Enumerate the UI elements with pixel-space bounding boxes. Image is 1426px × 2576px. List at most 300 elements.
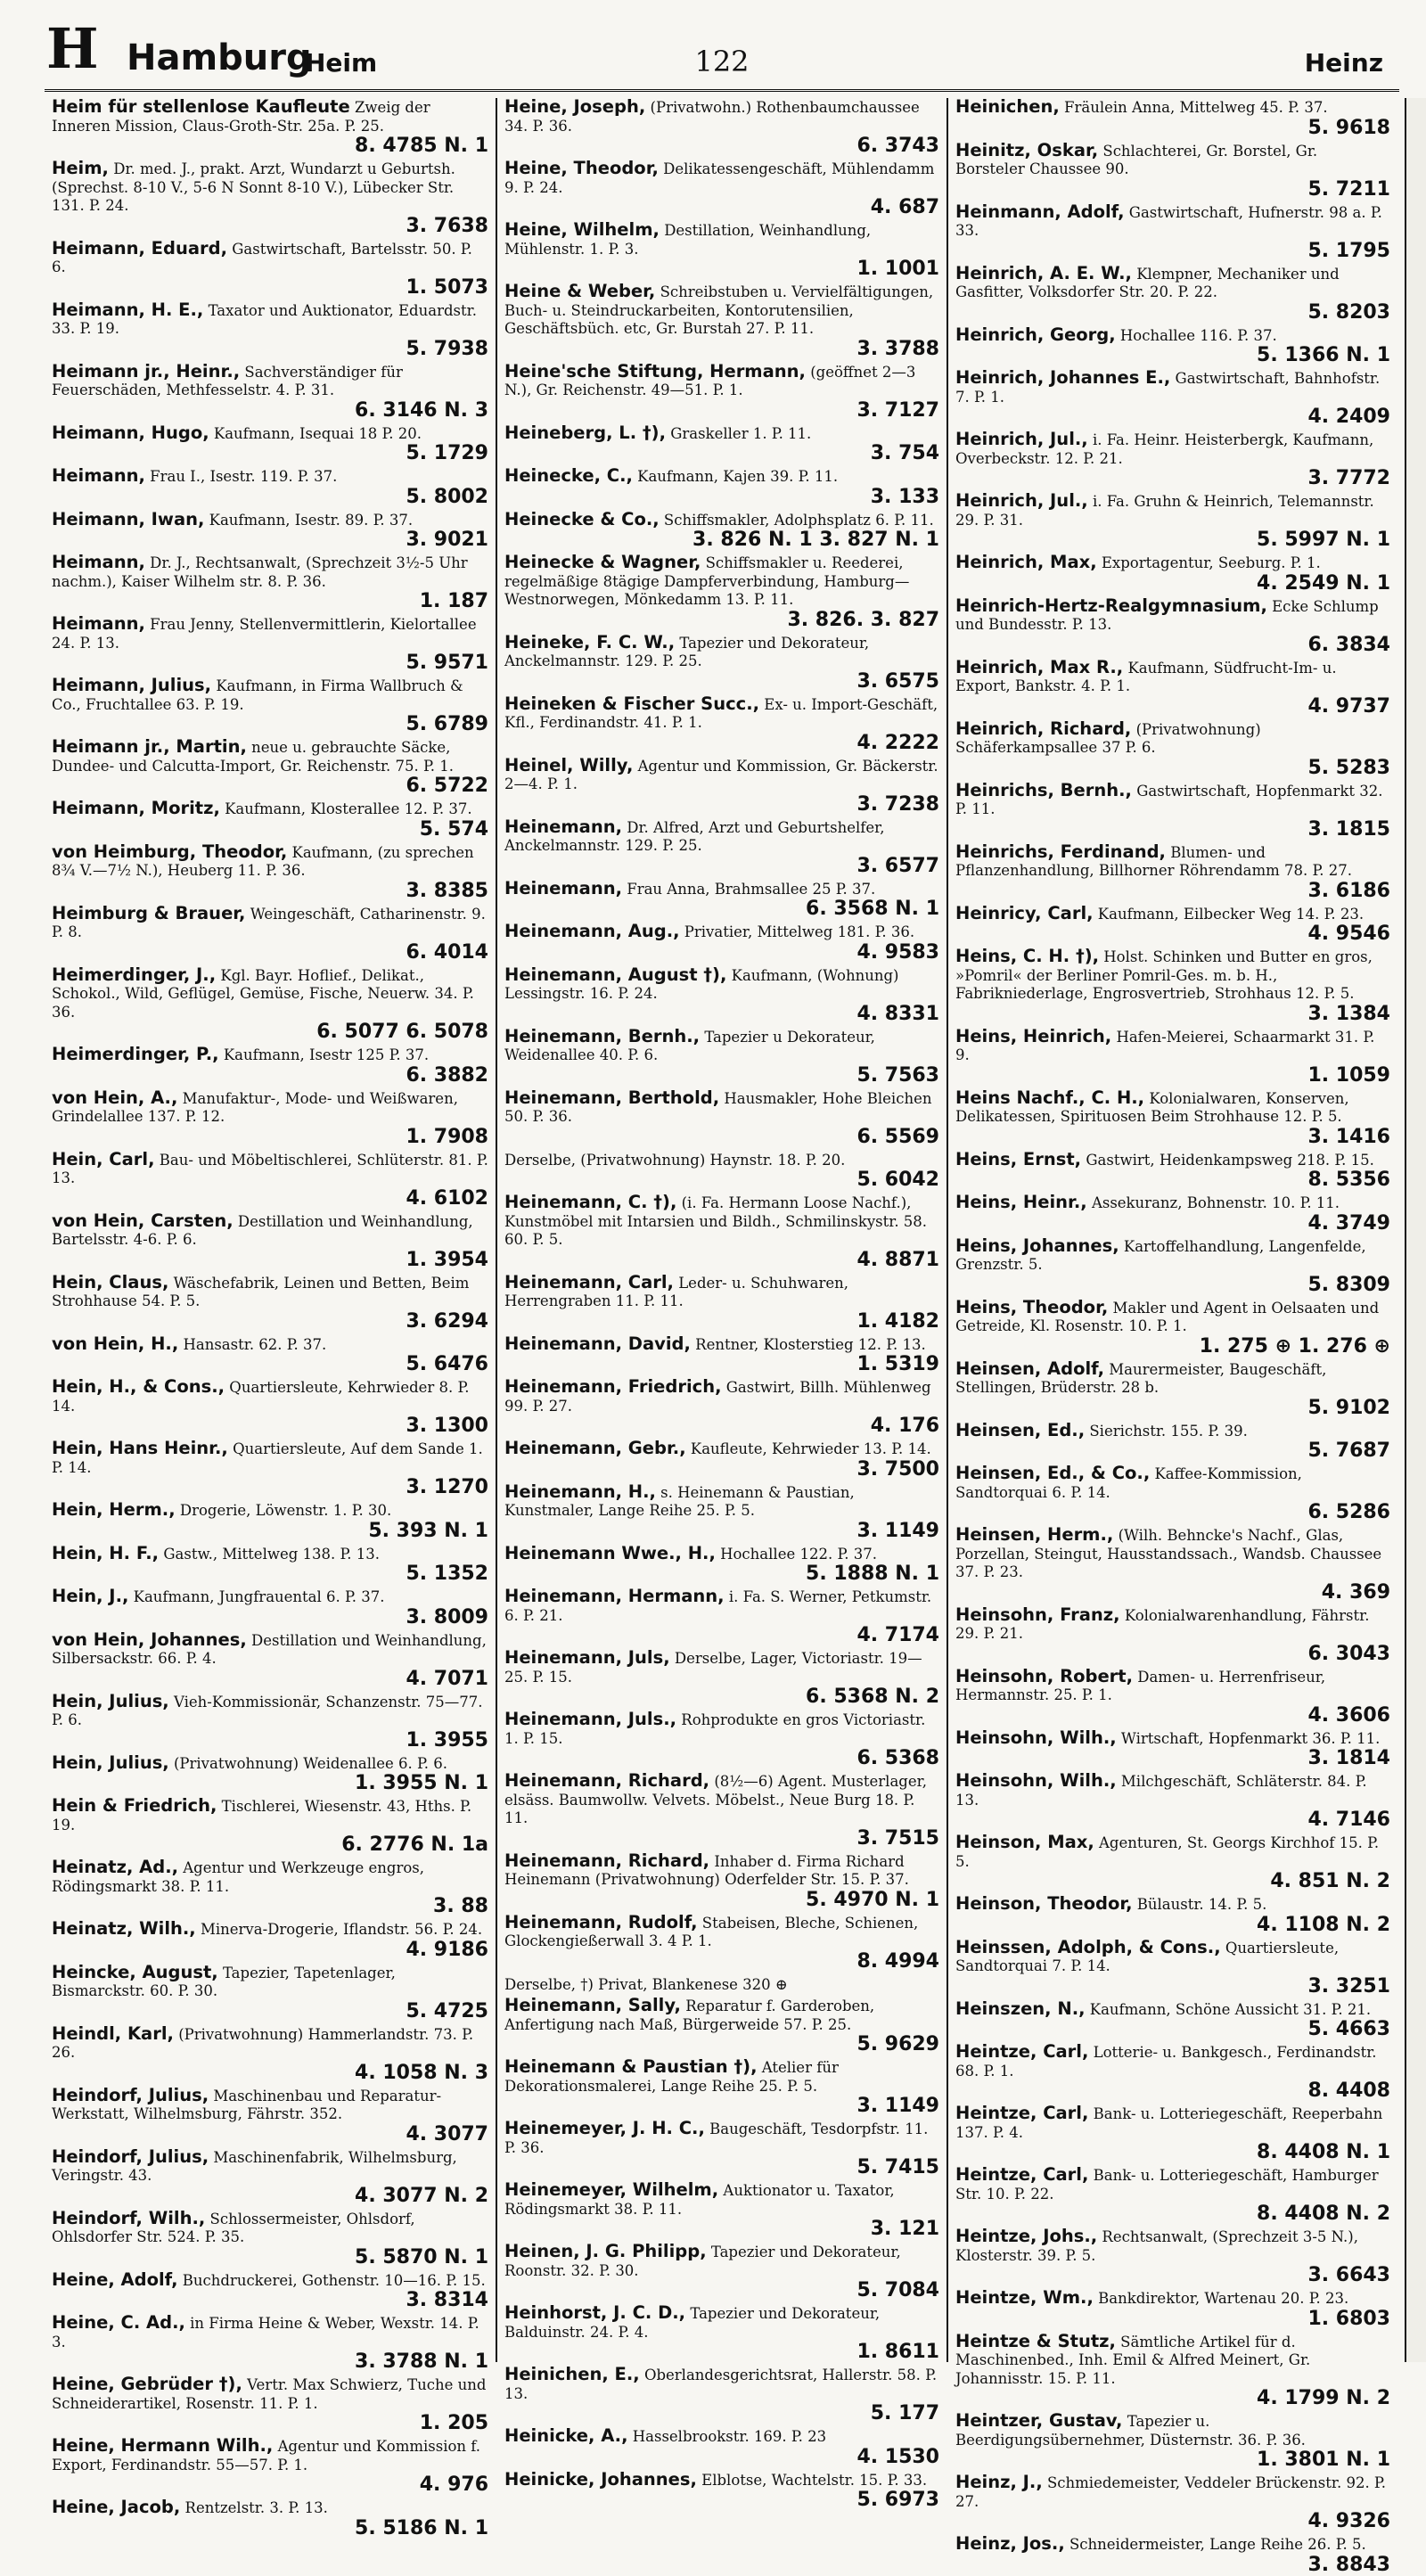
entry-details: Hausmakler, Hohe Bleichen 50. P. 36. — [504, 1089, 932, 1125]
entry-name: Heinemann, Gebr., — [504, 1438, 686, 1458]
entry-details: Wirtschaft, Hopfenmarkt 36. P. 11. — [1120, 1729, 1381, 1747]
directory-entry — [955, 1936, 1390, 1998]
entry-phone: 6. 3834 — [1307, 633, 1390, 656]
entry-phone: 3. 1300 — [406, 1415, 488, 1437]
entry-name: Heine & Weber, — [504, 281, 656, 301]
entry-phone: 3. 754 — [870, 442, 939, 464]
entry-name: von Hein, Carsten, — [52, 1210, 234, 1231]
directory-entry — [955, 369, 1390, 428]
entry-phone: 4. 3077 N. 2 — [355, 2184, 488, 2207]
entry-details: Agentur und Werkzeuge engros, Rödingsmarkt 38. P. 11. — [52, 1859, 424, 1895]
directory-entry — [955, 656, 1390, 718]
entry-details: Tapezier u Dekorateur, Weidenallee 40. P. 6. — [504, 1028, 875, 1063]
entry-phone: 6. 5368 N. 2 — [806, 1686, 939, 1708]
entry-phone: 5. 1729 — [406, 442, 488, 464]
entry-details: Bankdirektor, Wartenau 20. P. 23. — [1098, 2290, 1349, 2307]
entry-phone: 3. 3251 — [1307, 1974, 1390, 1998]
entry-details: Gastwirtschaft, Bartelsstr. 50. P. 6. — [52, 240, 472, 275]
entry-phone: 4. 9583 — [856, 940, 939, 964]
entry-details: Kaufmann, Schöne Aussicht 31. P. 21. — [1089, 2000, 1372, 2018]
entry-phone: 1. 3954 — [406, 1248, 488, 1271]
entry-details: Schiffsmakler, Adolphsplatz 6. P. 11. — [663, 511, 934, 529]
entry-name: von Hein, A., — [52, 1087, 178, 1108]
entry-name: Heinssen, Adolph, & Cons., — [955, 1936, 1221, 1957]
directory-entry — [504, 283, 939, 360]
entry-phone: 3. 6643 — [1307, 2264, 1390, 2286]
directory-entry — [52, 2314, 488, 2373]
directory-entry — [504, 1440, 939, 1481]
page-number: 122 — [694, 45, 750, 78]
entry-phone: 5. 1352 — [406, 1563, 488, 1585]
entry-phone: 3. 7638 — [406, 214, 488, 237]
entry-details: (Privatwohn.) Rothenbaumchaussee 34. P. 36. — [504, 99, 920, 135]
entry-name: Hein, Julius, — [52, 1752, 169, 1773]
entry-name: Heinemann, Bernh., — [504, 1025, 701, 1046]
directory-entry — [955, 1526, 1390, 1604]
entry-name: Heineke, F. C. W., — [504, 631, 676, 652]
entry-name: Heintze, Carl, — [955, 2103, 1089, 2123]
entry-phone: 6. 3743 — [856, 135, 939, 157]
entry-name: Hein, H., & Cons., — [52, 1376, 225, 1397]
entry-details: (i. Fa. Hermann Loose Nachf.), Kunstmöbel mit Intarsien und Bildh., Schmilinskystr. 58. 60. P. 5. — [504, 1194, 928, 1248]
entry-name: Heinicke, Johannes, — [504, 2468, 697, 2490]
entry-details: Schmiedemeister, Veddeler Brückenstr. 92. P. 27. — [955, 2474, 1386, 2510]
entry-name: Heinecke & Co., — [504, 508, 660, 529]
entry-name: Heine, Adolf, — [52, 2268, 178, 2290]
entry-name: Heindorf, Julius, — [52, 2084, 209, 2105]
entry-name: Heins, Theodor, — [955, 1296, 1109, 1317]
entry-name: Hein, Claus, — [52, 1271, 169, 1292]
directory-entry — [955, 597, 1390, 656]
entry-name: Heinemann, Richard, — [504, 1770, 710, 1791]
entry-name: Heine, Jacob, — [52, 2497, 181, 2517]
entry-details: Makler und Agent in Oelsaaten und Getreide, Kl. Rosenstr. 10. P. 1. — [955, 1299, 1380, 1334]
entry-name: Heintze, Wm., — [955, 2287, 1094, 2308]
entry-name: Heintze, Johs., — [955, 2226, 1098, 2246]
entry-details: Derselbe, †) Privat, Blankenese 320 ⊕ — [504, 1975, 788, 1993]
entry-name: Heine, Theodor, — [504, 158, 659, 178]
entry-phone: 4. 7071 — [406, 1667, 488, 1690]
entry-name: Hein, J., — [52, 1586, 129, 1606]
directory-entry — [504, 2304, 939, 2363]
entry-name: Heinemann, Berthold, — [504, 1087, 720, 1108]
directory-entry — [504, 2366, 939, 2424]
entry-phone: 3. 7500 — [856, 1457, 939, 1481]
entry-phone: 3. 6577 — [856, 854, 939, 877]
entry-phone: 5. 7938 — [406, 337, 488, 360]
entry-name: Heinszen, N., — [955, 1998, 1086, 2019]
entry-phone: 1. 5319 — [856, 1353, 939, 1375]
entry-details: Rohprodukte en gros Victoriastr. 1. P. 15. — [504, 1711, 926, 1747]
entry-name: Heinsen, Ed., — [955, 1419, 1086, 1440]
entry-phone: 1. 3801 N. 1 — [1257, 2449, 1390, 2471]
entry-name: Heinemann Wwe., H., — [504, 1542, 716, 1563]
entry-details: Tapezier und Dekorateur, Roonstr. 32. P. 30. — [504, 2244, 901, 2279]
directory-entry — [955, 2473, 1390, 2532]
entry-details: Gastwirt, Heidenkampsweg 218. P. 15. — [1086, 1151, 1374, 1169]
entry-name: Heinichen, E., — [504, 2364, 640, 2384]
entry-name: Heimann, — [52, 613, 145, 634]
entry-details: Kaufmann, Kajen 39. P. 11. — [637, 468, 839, 485]
page-header — [45, 18, 1399, 92]
directory-entry — [504, 160, 939, 218]
directory-entry — [52, 508, 488, 552]
entry-name: Heimann jr., Heinr., — [52, 360, 241, 381]
entry-phone: 4. 9326 — [1307, 2510, 1390, 2532]
entry-phone: 6. 4014 — [406, 940, 488, 964]
directory-columns — [45, 96, 1399, 2576]
entry-name: Heinrichs, Ferdinand, — [955, 841, 1166, 862]
directory-entry — [955, 2227, 1390, 2286]
entry-name: Heinrich, Jul., — [955, 490, 1088, 511]
directory-entry — [955, 98, 1390, 139]
entry-name: Heinemann, C. †), — [504, 1192, 677, 1212]
entry-name: Heinemann, August †), — [504, 964, 727, 985]
entry-name: Heintze & Stutz, — [955, 2330, 1116, 2351]
directory-entry — [52, 1378, 488, 1437]
entry-name: Heincke, August, — [52, 1961, 218, 1982]
entry-name: Heine, C. Ad., — [52, 2312, 185, 2333]
entry-phone: 3. 1416 — [1307, 1125, 1390, 1148]
entry-name: Heine, Hermann Wilh., — [52, 2435, 274, 2456]
entry-phone: 4. 2409 — [1307, 406, 1390, 428]
entry-name: Heimann, Iwan, — [52, 508, 205, 529]
entry-name: Heinsen, Adolf, — [955, 1358, 1104, 1379]
adjacent-page-edge — [1405, 98, 1426, 2362]
entry-name: Heinemann, David, — [504, 1333, 691, 1354]
entry-name: Heinel, Willy, — [504, 754, 634, 775]
entry-phone: 5. 6042 — [856, 1169, 939, 1191]
entry-details: Frau Anna, Brahmsallee 25 P. 37. — [627, 880, 876, 898]
entry-details: (Privatwohnung) Weidenallee 6. P. 6. — [173, 1754, 448, 1772]
directory-entry — [504, 1542, 939, 1586]
entry-phone: 1. 275 ⊕ 1. 276 ⊕ — [1199, 1334, 1390, 1358]
entry-details: Gastwirt, Billh. Mühlenweg 99. P. 27. — [504, 1379, 931, 1415]
entry-details: Kolonialwaren, Konserven, Delikatessen, Spirituosen Beim Strohhause 12. P. 5. — [955, 1089, 1349, 1125]
entry-name: Heins, Heinrich, — [955, 1025, 1112, 1046]
entry-name: Heimann, Hugo, — [52, 422, 209, 443]
directory-entry — [52, 2145, 488, 2207]
directory-entry — [52, 2498, 488, 2539]
entry-details: Blumen- und Pflanzenhandlung, Billhorner Röhrendamm 78. P. 27. — [955, 843, 1352, 879]
entry-phone: 4. 851 N. 2 — [1270, 1870, 1390, 1892]
entry-details: Bank- u. Lotteriegeschäft, Hamburger Str. 10. P. 22. — [955, 2167, 1379, 2203]
entry-phone: 5. 177 — [870, 2402, 939, 2424]
directory-entry — [955, 2330, 1390, 2410]
entry-phone: 3. 3788 — [856, 337, 939, 360]
entry-details: Manufaktur-, Mode- und Weißwaren, Grindelallee 137. P. 12. — [52, 1089, 458, 1125]
entry-details: Hochallee 116. P. 37. — [1119, 326, 1277, 344]
directory-entry — [504, 2058, 939, 2117]
entry-phone: 5. 1888 N. 1 — [806, 1563, 939, 1585]
directory-entry — [504, 2468, 939, 2512]
entry-name: Heindorf, Wilh., — [52, 2207, 206, 2228]
directory-entry — [52, 1335, 488, 1376]
entry-name: Heintze, Carl, — [955, 2164, 1089, 2185]
entry-phone: 1. 8611 — [856, 2341, 939, 2363]
entry-phone: 8. 4408 N. 1 — [1257, 2141, 1390, 2163]
entry-phone: 5. 6789 — [406, 713, 488, 735]
entry-details: Dr. med. J., prakt. Arzt, Wundarzt u Geburtsh. (Sprechst. 8-10 V., 5-6 N Sonnt 8-10 V.), Lübecker Str. 131. P. 24. — [52, 160, 455, 214]
entry-phone: 1. 3955 — [406, 1728, 488, 1752]
entry-phone: 3. 7127 — [856, 398, 939, 422]
entry-details: s. Heinemann & Paustian, Kunstmaler, Lange Reihe 25. P. 5. — [504, 1483, 855, 1519]
entry-phone: 3. 8385 — [406, 879, 488, 902]
directory-entry — [504, 1335, 939, 1376]
column-3 — [947, 96, 1397, 2576]
entry-name: von Hein, H., — [52, 1333, 179, 1354]
entry-name: Hein & Friedrich, — [52, 1795, 217, 1816]
entry-phone: 3. 8843 — [1307, 2553, 1390, 2576]
entry-phone: 4. 3606 — [1307, 1703, 1390, 1727]
entry-phone: 8. 4994 — [856, 1949, 939, 1973]
entry-phone: 8. 4408 N. 2 — [1257, 2203, 1390, 2225]
entry-details: Maschinenfabrik, Wilhelmsburg, Veringstr. 43. — [52, 2148, 457, 2184]
entry-details: Atelier für Dekorationsmalerei, Lange Reihe 25. P. 5. — [504, 2059, 839, 2095]
entry-phone: 8. 4408 — [1307, 2080, 1390, 2102]
entry-phone: 5. 8203 — [1307, 300, 1390, 324]
entry-details: Rentner, Klosterstieg 12. P. 13. — [695, 1335, 926, 1353]
directory-entry — [52, 1690, 488, 1752]
directory-entry — [504, 1587, 939, 1646]
directory-entry — [52, 1754, 488, 1795]
entry-name: Heinrich, Jul., — [955, 429, 1088, 449]
entry-details: Tapezier und Dekorateur, Balduinstr. 24. P. 4. — [504, 2305, 881, 2341]
entry-details: Gastwirtschaft, Hufnerstr. 98 a. P. 33. — [955, 203, 1382, 239]
entry-details: Dr. Alfred, Arzt und Geburtshelfer, Anckelmannstr. 129. P. 25. — [504, 818, 885, 854]
directory-entry — [52, 1271, 488, 1333]
entry-name: Heim, — [52, 158, 109, 178]
entry-details: Tapezier und Dekorateur, Anckelmannstr. 129. P. 25. — [504, 634, 870, 669]
entry-details: Hansastr. 62. P. 37. — [183, 1335, 327, 1353]
directory-entry — [52, 1212, 488, 1271]
directory-entry — [52, 1501, 488, 1542]
entry-details: Kolonialwarenhandlung, Fährstr. 29. P. 21. — [955, 1606, 1370, 1642]
entry-details: Privatier, Mittelweg 181. P. 36. — [684, 923, 915, 940]
directory-entry — [504, 508, 939, 552]
entry-name: von Heimburg, Theodor, — [52, 841, 288, 862]
entry-phone: 3. 826 N. 1 3. 827 N. 1 — [693, 529, 939, 551]
column-1 — [45, 96, 496, 2539]
entry-phone: 5. 9571 — [406, 652, 488, 674]
entry-phone: 5. 5186 N. 1 — [355, 2516, 488, 2539]
entry-details: Bülaustr. 14. P. 5. — [1136, 1896, 1267, 1913]
entry-phone: 5. 9618 — [1307, 116, 1390, 139]
entry-phone: 5. 4725 — [406, 1999, 488, 2022]
directory-entry — [955, 1772, 1390, 1831]
entry-details: (Privatwohnung) Schäferkampsallee 37 P. 6. — [955, 720, 1261, 756]
entry-details: Graskeller 1. P. 11. — [670, 424, 812, 442]
directory-entry — [955, 1148, 1390, 1192]
entry-name: Heim für stellenlose Kaufleute — [52, 96, 350, 117]
entry-details: Klempner, Mechaniker und Gasfitter, Volksdorfer Str. 20. P. 22. — [955, 265, 1340, 300]
directory-entry — [504, 1089, 939, 1148]
entry-phone: 4. 8331 — [856, 1002, 939, 1025]
entry-phone: 6. 5286 — [1307, 1501, 1390, 1523]
entry-phone: 1. 7908 — [406, 1125, 488, 1148]
entry-name: Heine, Joseph, — [504, 96, 646, 117]
entry-details: Bank- u. Lotteriegeschäft, Reeperbahn 137. P. 4. — [955, 2105, 1383, 2141]
entry-details: Kaufmann, Isestr 125 P. 37. — [223, 1046, 430, 1063]
entry-name: Heins Nachf., C. H., — [955, 1087, 1145, 1108]
directory-entry — [52, 800, 488, 841]
directory-entry — [52, 738, 488, 797]
entry-name: Hein, Hans Heinr., — [52, 1438, 228, 1458]
entry-name: Heinsen, Ed., & Co., — [955, 1463, 1151, 1483]
entry-phone: 4. 1108 N. 2 — [1257, 1913, 1390, 1936]
entry-details: Quartiersleute, Kehrwieder 8. P. 14. — [52, 1379, 470, 1415]
directory-entry — [955, 326, 1390, 367]
directory-entry — [504, 1710, 939, 1769]
entry-name: Heindl, Karl, — [52, 2022, 174, 2044]
directory-entry — [504, 554, 939, 631]
directory-entry — [955, 139, 1390, 201]
entry-name: Heineberg, L. †), — [504, 422, 666, 443]
entry-phone: 5. 574 — [419, 817, 488, 841]
last-keyword: Heinz — [1304, 48, 1383, 78]
entry-name: Heimann, Moritz, — [52, 798, 220, 818]
entry-details: Gastwirtschaft, Bahnhofstr. 7. P. 1. — [955, 370, 1381, 406]
entry-details: Holst. Schinken und Butter en gros, »Pomril« der Berliner Pomril-Ges. m. b. H., Fabrikniederlage, Engrosvertrieb, Strohhaus 12. P. 5. — [955, 948, 1373, 1002]
entry-phone: 3. 3788 N. 1 — [355, 2350, 488, 2373]
entry-details: Leder- u. Schuhwaren, Herrengraben 11. P. 11. — [504, 1274, 848, 1309]
entry-phone: 5. 8002 — [406, 485, 488, 508]
entry-phone: 1. 1001 — [856, 258, 939, 280]
entry-name: Heine'sche Stiftung, Hermann, — [504, 360, 806, 381]
entry-details: Hasselbrookstr. 169. P. 23 — [632, 2428, 827, 2445]
entry-phone: 3. 1270 — [406, 1476, 488, 1498]
entry-details: Buchdruckerei, Gothenstr. 10—16. P. 15. — [182, 2271, 486, 2289]
entry-details: in Firma Heine & Weber, Wexstr. 14. P. 3. — [52, 2315, 479, 2350]
entry-details: Agentur und Kommission f. Export, Ferdinandstr. 55—57. P. 1. — [52, 2438, 481, 2473]
entry-phone: 1. 1059 — [1307, 1063, 1390, 1087]
entry-name: Heinatz, Ad., — [52, 1857, 179, 1877]
entry-name: Heinemann, Juls., — [504, 1709, 677, 1729]
entry-phone: 3. 6294 — [406, 1309, 488, 1333]
directory-entry — [52, 1440, 488, 1498]
entry-phone: 3. 1815 — [1307, 817, 1390, 841]
directory-entry — [504, 1194, 939, 1271]
entry-name: Heinmann, Adolf, — [955, 201, 1125, 222]
directory-entry — [504, 1483, 939, 1542]
entry-details: Dr. J., Rechtsanwalt, (Sprechzeit 3½-5 Uhr nachm.), Kaiser Wilhelm str. 8. P. 36. — [52, 554, 468, 590]
entry-details: Kaufmann, (zu sprechen 8¾ V.—7½ N.), Heuberg 11. P. 36. — [52, 843, 474, 879]
entry-name: Heinecke, C., — [504, 465, 633, 486]
column-2 — [496, 96, 947, 2511]
entry-phone: 3. 88 — [433, 1895, 488, 1917]
entry-phone: 4. 2222 — [856, 731, 939, 754]
directory-entry — [504, 1151, 939, 1192]
entry-phone: 4. 369 — [1321, 1580, 1390, 1604]
entry-phone: 5. 7687 — [1307, 1440, 1390, 1462]
entry-details: Derselbe, Lager, Victoriastr. 19—25. P. 15. — [504, 1650, 922, 1686]
entry-details: Kaufmann, Isestr. 89. P. 37. — [209, 511, 414, 529]
directory-entry — [504, 1911, 939, 1973]
entry-name: Heineken & Fischer Succ., — [504, 693, 760, 714]
entry-name: Heinrich, Max, — [955, 552, 1097, 572]
entry-phone: 1. 187 — [419, 590, 488, 612]
directory-entry — [52, 1858, 488, 1917]
entry-name: Heinrichs, Bernh., — [955, 779, 1132, 800]
entry-name: Heinemann, Rudolf, — [504, 1911, 698, 1932]
entry-phone: 5. 6973 — [856, 2489, 939, 2511]
entry-name: Heinemann, Aug., — [504, 921, 680, 941]
entry-name: Heinecke & Wagner, — [504, 552, 701, 572]
entry-details: Vertr. Max Schwierz, Tuche und Schneiderartikel, Rosenstr. 11. P. 1. — [52, 2376, 487, 2412]
entry-details: neue u. gebrauchte Säcke, Dundee- und Calcutta-Import, Gr. Reichenstr. 75. P. 1. — [52, 739, 455, 775]
entry-phone: 4. 6102 — [406, 1186, 488, 1210]
entry-name: Hein, Herm., — [52, 1499, 176, 1520]
directory-entry — [955, 2535, 1390, 2576]
entry-name: Heimburg & Brauer, — [52, 902, 246, 923]
directory-entry — [955, 1194, 1390, 1235]
entry-details: Kaufmann, (Wohnung) Lessingstr. 16. P. 24. — [504, 966, 899, 1002]
entry-phone: 4. 176 — [870, 1415, 939, 1437]
directory-entry — [52, 677, 488, 735]
entry-details: Destillation, Weinhandlung, Mühlenstr. 1. P. 3. — [504, 222, 872, 258]
entry-details: Gastw., Mittelweg 138. P. 13. — [163, 1545, 381, 1563]
entry-details: Tapezier u. Beerdigungsübernehmer, Düsternstr. 36. P. 36. — [955, 2413, 1306, 2449]
entry-phone: 3. 133 — [870, 485, 939, 508]
entry-name: Heinhorst, J. C. D., — [504, 2302, 686, 2323]
entry-phone: 5. 1795 — [1307, 239, 1390, 262]
entry-details: Kartoffelhandlung, Langenfelde, Grenzstr. 5. — [955, 1237, 1366, 1273]
directory-entry — [504, 2181, 939, 2240]
entry-name: Heinemann & Paustian †), — [504, 2056, 758, 2077]
directory-entry — [52, 2375, 488, 2434]
entry-name: Heinemann, — [504, 877, 622, 898]
entry-details: Inhaber d. Firma Richard Heinemann (Privatwohnung) Oderfelder Str. 15. P. 37. — [504, 1852, 909, 1888]
entry-phone: 6. 5569 — [856, 1125, 939, 1148]
directory-entry — [52, 902, 488, 964]
entry-phone: 8. 4785 N. 1 — [355, 135, 488, 157]
entry-phone: 4. 3077 — [406, 2122, 488, 2145]
entry-phone: 4. 687 — [870, 196, 939, 218]
entry-details: Schlossermeister, Ohlsdorf, Ohlsdorfer Str. 524. P. 35. — [52, 2210, 415, 2245]
entry-details: Elblotse, Wachtelstr. 15. P. 33. — [701, 2471, 928, 2489]
directory-entry — [955, 779, 1390, 841]
entry-phone: 3. 7772 — [1307, 467, 1390, 489]
entry-phone: 5. 9102 — [1307, 1396, 1390, 1419]
directory-entry — [52, 1542, 488, 1586]
entry-details: Auktionator u. Taxator, Rödingsmarkt 38. P. 11. — [504, 2182, 895, 2218]
directory-entry — [52, 1628, 488, 1690]
entry-name: Heimann jr., Martin, — [52, 736, 247, 757]
entry-phone: 4. 1799 N. 2 — [1257, 2387, 1390, 2409]
directory-entry — [504, 1975, 939, 1995]
directory-entry — [52, 1797, 488, 1856]
entry-name: Heinsohn, Franz, — [955, 1604, 1120, 1625]
entry-phone: 4. 976 — [419, 2473, 488, 2496]
entry-name: Heinsen, Herm., — [955, 1524, 1114, 1545]
directory-entry — [504, 631, 939, 693]
entry-details: Stabeisen, Bleche, Schienen, Glockengießerwall 3. 4 P. 1. — [504, 1914, 919, 1949]
entry-details: Rentzelstr. 3. P. 13. — [184, 2499, 328, 2516]
entry-details: i. Fa. S. Werner, Petkumstr. 6. P. 21. — [504, 1588, 932, 1624]
entry-phone: 5. 7563 — [856, 1063, 939, 1087]
entry-name: Heinrich-Hertz-Realgymnasium, — [955, 595, 1267, 616]
directory-entry — [52, 237, 488, 299]
entry-phone: 4. 2549 N. 1 — [1257, 571, 1390, 595]
entry-details: Reparatur f. Garderoben, Anfertigung nach Maß, Bürgerweide 57. P. 25. — [504, 1998, 875, 2033]
directory-entry — [52, 1587, 488, 1628]
entry-name: Heinz, Jos., — [955, 2533, 1065, 2554]
entry-name: Heins, C. H. †), — [955, 946, 1100, 966]
directory-entry — [52, 424, 488, 465]
entry-phone: 3. 7238 — [856, 792, 939, 816]
directory-entry — [504, 1649, 939, 1708]
entry-phone: 8. 5356 — [1307, 1169, 1390, 1191]
